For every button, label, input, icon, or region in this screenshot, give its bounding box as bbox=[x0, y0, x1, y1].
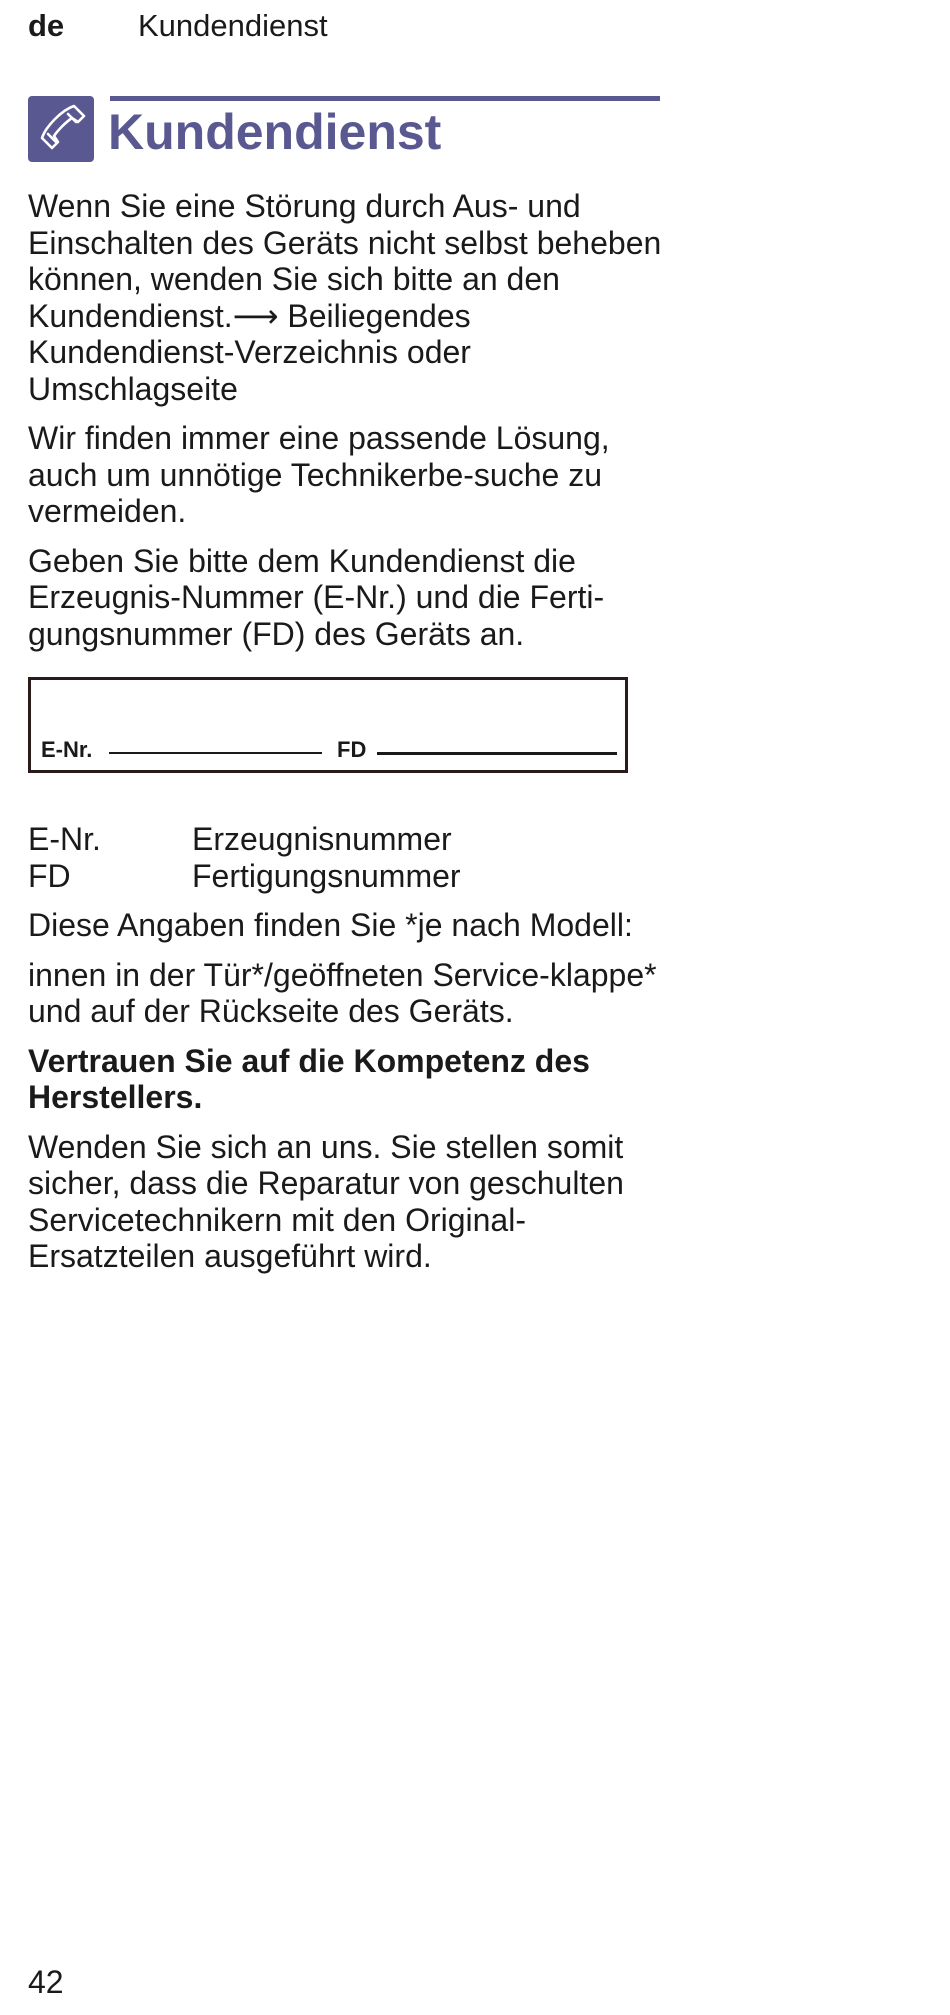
paragraph-solution: Wir finden immer eine passende Lösung, auch um unnötige Technikerbe-suche zu vermeiden. bbox=[28, 420, 610, 529]
legend-row bbox=[28, 821, 668, 858]
enr-blank-line bbox=[109, 752, 322, 754]
legend-abbr: FD bbox=[28, 857, 71, 894]
section-title-block bbox=[28, 96, 660, 166]
header-section-title: Kundendienst bbox=[138, 8, 328, 43]
paragraph-location-intro: Diese Angaben finden Sie *je nach Modell: bbox=[28, 907, 633, 943]
legend-abbr: E-Nr. bbox=[28, 821, 101, 857]
enr-label: E-Nr. bbox=[41, 737, 93, 762]
title-rule bbox=[110, 96, 660, 101]
page-title: Kundendienst bbox=[108, 104, 442, 160]
fd-blank-line bbox=[377, 752, 617, 755]
legend-meaning: Fertigungsnummer bbox=[192, 857, 461, 894]
paragraph-contact: Wenden Sie sich an uns. Sie stellen somit sicher, dass die Reparatur von geschulten Servicetechnikern mit den Original-Ersatzteilen ausgeführt wird. bbox=[28, 1128, 624, 1274]
paragraph-location: innen in der Tür*/geöffneten Service-klappe* und auf der Rückseite des Geräts. bbox=[28, 956, 657, 1029]
rating-label-box bbox=[28, 677, 628, 773]
paragraph-service-intro: Wenn Sie eine Störung durch Aus- und Einschalten des Geräts nicht selbst beheben können, wenden Sie sich bitte an den Kundendienst.⟶ Beiliegendes Kundendienst-Verzeichnis oder Umschlagseite bbox=[28, 188, 662, 407]
fd-label: FD bbox=[337, 737, 367, 762]
language-code: de bbox=[28, 8, 65, 43]
legend-row bbox=[28, 858, 668, 895]
paragraph-numbers: Geben Sie bitte dem Kundendienst die Erzeugnis-Nummer (E-Nr.) und die Ferti-gungsnummer (FD) des Geräts an. bbox=[28, 542, 605, 652]
legend-meaning: Erzeugnisnummer bbox=[192, 821, 452, 857]
main-content bbox=[28, 188, 668, 1288]
page-header bbox=[28, 8, 328, 44]
abbreviation-legend bbox=[28, 821, 668, 894]
trust-heading: Vertrauen Sie auf die Kompetenz des Herstellers. bbox=[28, 1042, 590, 1115]
page-number: 42 bbox=[28, 1964, 64, 2000]
phone-handset-icon bbox=[28, 96, 94, 162]
